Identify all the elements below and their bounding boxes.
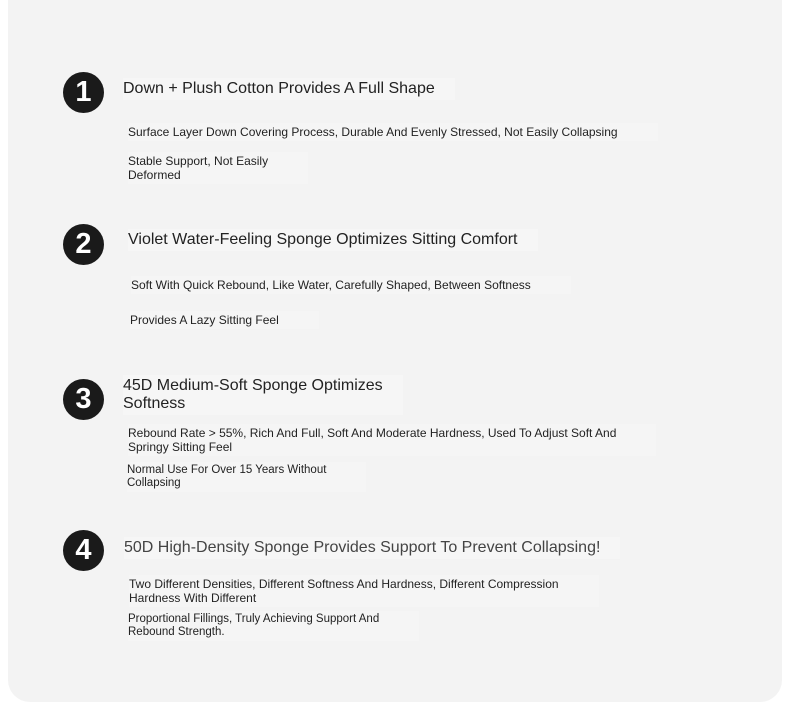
feature-number-badge: 2 [63, 224, 104, 265]
feature-number-badge: 3 [63, 379, 104, 420]
feature-description: Surface Layer Down Covering Process, Durable And Evenly Stressed, Not Easily Collapsing [128, 123, 658, 141]
desc-line: Stable Support, Not Easily [128, 154, 269, 168]
feature-description-secondary: Provides A Lazy Sitting Feel [130, 311, 319, 329]
feature-description-secondary [128, 611, 419, 641]
title-line: Softness [123, 395, 186, 412]
feature-title: 50D High-Density Sponge Provides Support To Prevent Collapsing! [124, 537, 620, 559]
desc-line: Rebound Rate > 55%, Rich And Full, Soft And Moderate Hardness, Used To Adjust Soft And [128, 426, 617, 440]
desc-line: Proportional Fillings, Truly Achieving Support And [128, 613, 380, 625]
desc-line: Hardness With Different [129, 591, 257, 605]
desc-line: Springy Sitting Feel [128, 440, 233, 454]
feature-description [128, 424, 656, 456]
feature-description-secondary [128, 152, 308, 184]
feature-title: Violet Water-Feeling Sponge Optimizes Sitting Comfort [128, 229, 538, 251]
feature-number-badge: 1 [63, 72, 104, 113]
desc-line: Deformed [128, 168, 181, 182]
feature-title [123, 375, 403, 415]
feature-description-secondary [127, 462, 366, 492]
desc-line: Normal Use For Over 15 Years Without [127, 464, 327, 476]
desc-line: Collapsing [127, 477, 181, 489]
feature-description: Soft With Quick Rebound, Like Water, Carefully Shaped, Between Softness [131, 276, 571, 294]
feature-number-badge: 4 [63, 530, 104, 571]
feature-title: Down + Plush Cotton Provides A Full Shape [123, 78, 455, 100]
title-line: 45D Medium-Soft Sponge Optimizes [123, 377, 383, 394]
desc-line: Rebound Strength. [128, 626, 225, 638]
feature-panel [8, 0, 782, 702]
feature-description [129, 575, 599, 607]
desc-line: Two Different Densities, Different Softness And Hardness, Different Compression [129, 577, 559, 591]
